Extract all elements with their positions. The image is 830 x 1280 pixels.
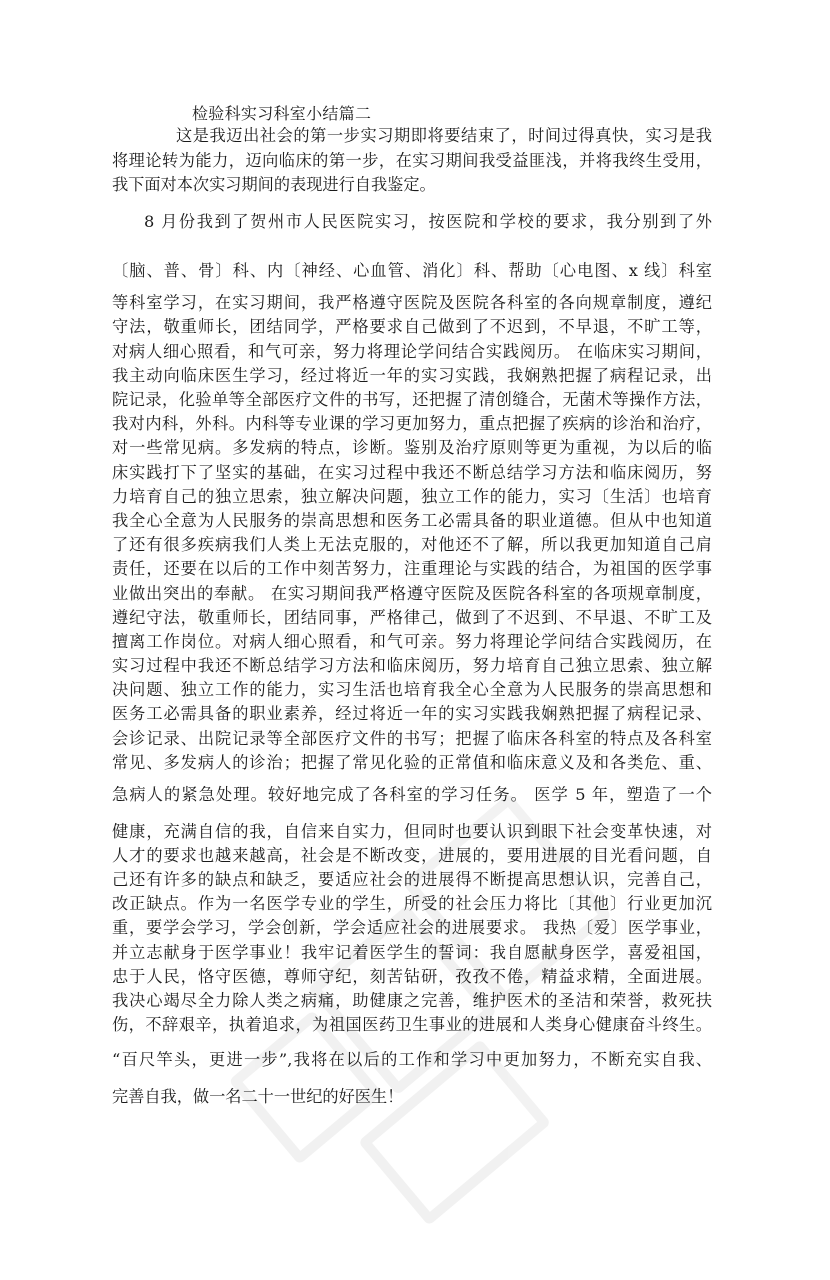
text-line: 床实践打下了坚实的基础，在实习过程中我还不断总结学习方法和临床阅历，努 [112, 463, 712, 482]
text-line: 这是我迈出社会的第一步实习期即将要结束了，时间过得真快，实习是我 [176, 126, 712, 145]
text-line: 改正缺点。作为一名医学专业的学生，所受的社会压力将比〔其他〕行业更加沉 [112, 894, 712, 913]
text-line: 完善自我，做一名二十一世纪的好医生！ [112, 1087, 404, 1106]
text-line: 守法，敬重师长，团结同学，严格要求自己做到了不迟到，不早退，不旷工等， [112, 317, 712, 336]
text-line: 医务工必需具备的职业素养，经过将近一年的实习实践我娴熟把握了病程记录、 [112, 704, 712, 723]
text-line: 遵纪守法，敬重师长，团结同事，严格律己，做到了不迟到、不早退、不旷工及 [112, 608, 712, 627]
text-line: 己还有许多的缺点和缺乏，要适应社会的进展得不断提高思想认识，完善自己， [112, 870, 712, 889]
text-line: 实习过程中我还不断总结学习方法和临床阅历，努力培育自己独立思索、独立解 [112, 656, 712, 675]
text-line: 我主动向临床医生学习，经过将近一年的实习实践，我娴熟把握了病程记录，出 [112, 366, 712, 385]
document-title: 检验科实习科室小结篇二 [192, 104, 372, 123]
text-line: 伤，不辞艰辛，执着追求，为祖国医药卫生事业的进展和人类身心健康奋斗终生。 [112, 1015, 712, 1034]
text-line: 等科室学习，在实习期间，我严格遵守医院及医院各科室的各向规章制度，遵纪 [112, 293, 712, 312]
text-line: 院记录，化验单等全部医疗文件的书写，还把握了清创缝合，无菌术等操作方法， [112, 390, 712, 409]
text-line: 〔脑、普、骨〕科、内〔神经、心血管、消化〕科、帮助〔心电图、x 线〕科室 [112, 261, 712, 280]
text-line: 我对内科，外科。内科等专业课的学习更加努力，重点把握了疾病的诊治和治疗， [112, 414, 712, 433]
text-line: 会诊记录、出院记录等全部医疗文件的书写；把握了临床各科室的特点及各科室 [112, 729, 712, 748]
text-line: 责任，还要在以后的工作中刻苦努力，注重理论与实践的结合，为祖国的医学事 [112, 559, 712, 578]
text-line: 急病人的紧急处理。较好地完成了各科室的学习任务。 医学 5 年，塑造了一个 [112, 785, 712, 804]
text-line: 并立志献身于医学事业！我牢记着医学生的誓词：我自愿献身医学，喜爱祖国， [112, 943, 712, 962]
text-line: 人才的要求也越来越高，社会是不断改变，进展的，要用进展的目光看问题，自 [112, 846, 712, 865]
text-line: 对一些常见病。多发病的特点，诊断。鉴别及治疗原则等更为重视，为以后的临 [112, 438, 712, 457]
text-line: 了还有很多疾病我们人类上无法克服的，对他还不了解，所以我更加知道自己肩 [112, 535, 712, 554]
text-line: 我决心竭尽全力除人类之病痛，助健康之完善，维护医术的圣洁和荣誉，救死扶 [112, 991, 712, 1010]
text-line: 我下面对本次实习期间的表现进行自我鉴定。 [112, 175, 436, 194]
text-line: 健康，充满自信的我，自信来自实力，但同时也要认识到眼下社会变革快速，对 [112, 822, 712, 841]
text-line: 忠于人民，恪守医德，尊师守纪，刻苦钻研，孜孜不倦，精益求精，全面进展。 [112, 967, 712, 986]
text-line: 将理论转为能力，迈向临床的第一步，在实习期间我受益匪浅，并将我终生受用， [112, 151, 712, 170]
text-line: 决问题、独立工作的能力，实习生活也培育我全心全意为人民服务的崇高思想和 [112, 680, 712, 699]
text-line: 常见、多发病人的诊治；把握了常见化验的正常值和临床意义及和各类危、重、 [112, 753, 712, 772]
text-line: 重，要学会学习，学会创新，学会适应社会的进展要求。 我热〔爱〕医学事业， [112, 918, 712, 937]
text-line: 我全心全意为人民服务的崇高思想和医务工必需具备的职业道德。但从中也知道 [112, 511, 712, 530]
text-line: 对病人细心照看，和气可亲，努力将理论学问结合实践阅历。 在临床实习期间， [112, 342, 712, 361]
text-line: 8 月份我到了贺州市人民医院实习，按医院和学校的要求，我分别到了外 [144, 212, 712, 231]
text-line: 擅离工作岗位。对病人细心照看，和气可亲。努力将理论学问结合实践阅历，在 [112, 632, 712, 651]
text-line: 业做出突出的奉献。 在实习期间我严格遵守医院及医院各科室的各项规章制度， [112, 584, 712, 603]
text-line: 力培育自己的独立思索，独立解决问题，独立工作的能力，实习〔生活〕也培育 [112, 487, 712, 506]
text-line: “百尺竿头，更进一步”,我将在以后的工作和学习中更加努力，不断充实自我、 [112, 1050, 712, 1069]
